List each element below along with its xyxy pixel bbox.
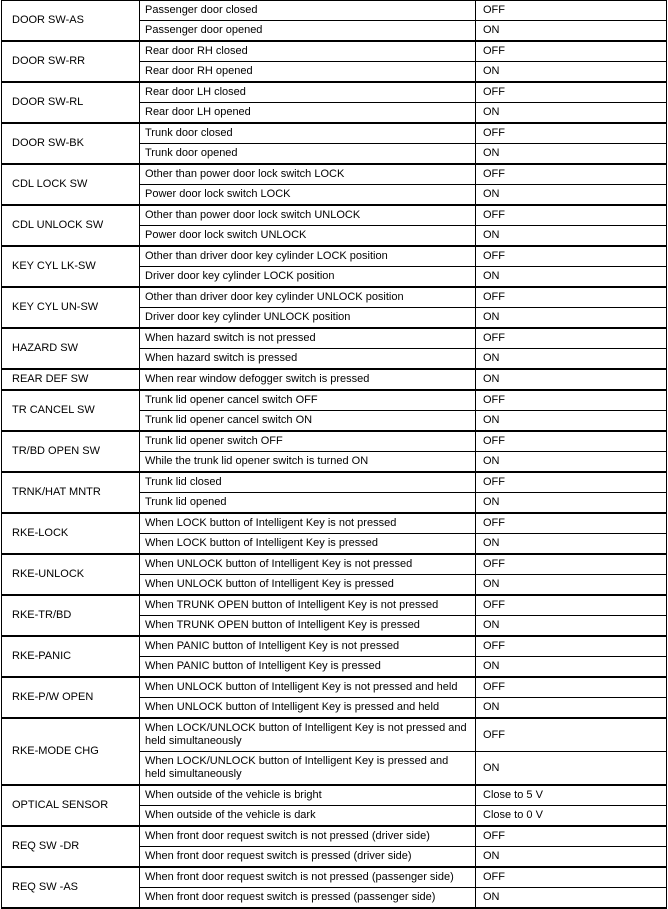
table-row: [2, 677, 667, 698]
table-row: [2, 718, 667, 752]
condition-cell: When front door request switch is not pressed (driver side): [140, 826, 476, 847]
condition-cell: Trunk door closed: [140, 123, 476, 144]
condition-cell: Trunk lid closed: [140, 472, 476, 493]
table-row: [2, 41, 667, 62]
value-cell: OFF: [476, 328, 667, 349]
condition-cell: Other than driver door key cylinder LOCK position: [140, 246, 476, 267]
table-row: [2, 431, 667, 452]
value-cell: ON: [476, 616, 667, 637]
condition-cell: Rear door RH closed: [140, 41, 476, 62]
condition-cell: Passenger door opened: [140, 21, 476, 42]
table-row: [2, 164, 667, 185]
value-cell: ON: [476, 752, 667, 786]
condition-cell: Driver door key cylinder LOCK position: [140, 267, 476, 288]
table-row: [2, 554, 667, 575]
monitor-item-cell: RKE-TR/BD: [2, 595, 140, 636]
condition-cell: When UNLOCK button of Intelligent Key is not pressed and held: [140, 677, 476, 698]
monitor-item-cell: KEY CYL LK-SW: [2, 246, 140, 287]
condition-cell: When UNLOCK button of Intelligent Key is pressed: [140, 575, 476, 596]
value-cell: OFF: [476, 554, 667, 575]
value-cell: ON: [476, 847, 667, 868]
condition-cell: When outside of the vehicle is bright: [140, 785, 476, 806]
value-cell: OFF: [476, 513, 667, 534]
condition-cell: When rear window defogger switch is pressed: [140, 369, 476, 390]
value-cell: Close to 5 V: [476, 785, 667, 806]
condition-cell: When UNLOCK button of Intelligent Key is pressed and held: [140, 698, 476, 719]
condition-cell: While the trunk lid opener switch is turned ON: [140, 452, 476, 473]
value-cell: OFF: [476, 431, 667, 452]
value-cell: ON: [476, 411, 667, 432]
condition-cell: Rear door LH closed: [140, 82, 476, 103]
table-row: [2, 328, 667, 349]
condition-cell: When front door request switch is pressed (passenger side): [140, 888, 476, 909]
monitor-item-cell: RKE-P/W OPEN: [2, 677, 140, 718]
condition-cell: When hazard switch is pressed: [140, 349, 476, 370]
table-row: [2, 472, 667, 493]
condition-cell: Trunk lid opener switch OFF: [140, 431, 476, 452]
value-cell: OFF: [476, 164, 667, 185]
table-row: [2, 636, 667, 657]
value-cell: ON: [476, 493, 667, 514]
value-cell: ON: [476, 452, 667, 473]
monitor-item-cell: DOOR SW-RR: [2, 41, 140, 82]
monitor-item-cell: TRNK/HAT MNTR: [2, 472, 140, 513]
table-row: [2, 390, 667, 411]
monitor-item-cell: DOOR SW-RL: [2, 82, 140, 123]
condition-cell: When front door request switch is not pressed (passenger side): [140, 867, 476, 888]
condition-cell: When UNLOCK button of Intelligent Key is not pressed: [140, 554, 476, 575]
value-cell: OFF: [476, 246, 667, 267]
condition-cell: When LOCK button of Intelligent Key is not pressed: [140, 513, 476, 534]
condition-cell: When PANIC button of Intelligent Key is not pressed: [140, 636, 476, 657]
value-cell: ON: [476, 62, 667, 83]
table-row: [2, 785, 667, 806]
value-cell: ON: [476, 575, 667, 596]
condition-cell: When LOCK/UNLOCK button of Intelligent Key is pressed and held simultaneously: [140, 752, 476, 786]
value-cell: ON: [476, 888, 667, 909]
value-cell: OFF: [476, 82, 667, 103]
value-cell: OFF: [476, 205, 667, 226]
monitor-item-cell: CDL LOCK SW: [2, 164, 140, 205]
condition-cell: When LOCK/UNLOCK button of Intelligent Key is not pressed and held simultaneously: [140, 718, 476, 752]
value-cell: OFF: [476, 677, 667, 698]
monitor-item-cell: DOOR SW-AS: [2, 1, 140, 42]
condition-cell: Trunk lid opener cancel switch ON: [140, 411, 476, 432]
value-cell: OFF: [476, 826, 667, 847]
monitor-item-cell: REQ SW -AS: [2, 867, 140, 908]
value-cell: ON: [476, 349, 667, 370]
value-cell: ON: [476, 657, 667, 678]
monitor-item-cell: KEY CYL UN-SW: [2, 287, 140, 328]
monitor-item-cell: RKE-PANIC: [2, 636, 140, 677]
condition-cell: Power door lock switch UNLOCK: [140, 226, 476, 247]
monitor-item-cell: TR/BD OPEN SW: [2, 431, 140, 472]
value-cell: ON: [476, 21, 667, 42]
condition-cell: When TRUNK OPEN button of Intelligent Key is not pressed: [140, 595, 476, 616]
value-cell: OFF: [476, 718, 667, 752]
table-body: [2, 1, 667, 909]
condition-cell: Other than driver door key cylinder UNLOCK position: [140, 287, 476, 308]
table-row: [2, 1, 667, 21]
value-cell: Close to 0 V: [476, 806, 667, 827]
value-cell: OFF: [476, 1, 667, 21]
table-row: [2, 513, 667, 534]
condition-cell: Trunk lid opened: [140, 493, 476, 514]
monitor-item-cell: RKE-MODE CHG: [2, 718, 140, 785]
condition-cell: Rear door RH opened: [140, 62, 476, 83]
condition-cell: Power door lock switch LOCK: [140, 185, 476, 206]
value-cell: OFF: [476, 595, 667, 616]
value-cell: ON: [476, 226, 667, 247]
value-cell: OFF: [476, 41, 667, 62]
condition-cell: Rear door LH opened: [140, 103, 476, 124]
monitor-item-cell: REAR DEF SW: [2, 369, 140, 390]
monitor-item-cell: HAZARD SW: [2, 328, 140, 369]
condition-cell: When PANIC button of Intelligent Key is pressed: [140, 657, 476, 678]
value-cell: OFF: [476, 287, 667, 308]
monitor-item-cell: TR CANCEL SW: [2, 390, 140, 431]
value-cell: OFF: [476, 867, 667, 888]
condition-cell: Trunk lid opener cancel switch OFF: [140, 390, 476, 411]
value-cell: ON: [476, 534, 667, 555]
table-row: [2, 205, 667, 226]
condition-cell: Passenger door closed: [140, 1, 476, 21]
table-row: [2, 595, 667, 616]
table-row: [2, 246, 667, 267]
value-cell: OFF: [476, 123, 667, 144]
condition-cell: When LOCK button of Intelligent Key is pressed: [140, 534, 476, 555]
table-row: [2, 287, 667, 308]
value-cell: OFF: [476, 390, 667, 411]
monitor-item-cell: CDL UNLOCK SW: [2, 205, 140, 246]
condition-cell: Other than power door lock switch UNLOCK: [140, 205, 476, 226]
monitor-item-cell: REQ SW -DR: [2, 826, 140, 867]
value-cell: ON: [476, 103, 667, 124]
table-row: [2, 369, 667, 390]
value-cell: ON: [476, 308, 667, 329]
value-cell: ON: [476, 185, 667, 206]
value-cell: ON: [476, 369, 667, 390]
monitor-item-cell: RKE-UNLOCK: [2, 554, 140, 595]
condition-cell: When front door request switch is pressed (driver side): [140, 847, 476, 868]
condition-cell: When outside of the vehicle is dark: [140, 806, 476, 827]
table-row: [2, 123, 667, 144]
table-row: [2, 867, 667, 888]
monitor-item-cell: RKE-LOCK: [2, 513, 140, 554]
condition-cell: Trunk door opened: [140, 144, 476, 165]
monitor-item-table: [1, 0, 667, 909]
condition-cell: When TRUNK OPEN button of Intelligent Key is pressed: [140, 616, 476, 637]
table-row: [2, 826, 667, 847]
condition-cell: Driver door key cylinder UNLOCK position: [140, 308, 476, 329]
table-row: [2, 82, 667, 103]
value-cell: OFF: [476, 472, 667, 493]
condition-cell: Other than power door lock switch LOCK: [140, 164, 476, 185]
condition-cell: When hazard switch is not pressed: [140, 328, 476, 349]
monitor-item-cell: DOOR SW-BK: [2, 123, 140, 164]
value-cell: ON: [476, 267, 667, 288]
value-cell: ON: [476, 144, 667, 165]
value-cell: ON: [476, 698, 667, 719]
monitor-item-cell: OPTICAL SENSOR: [2, 785, 140, 826]
value-cell: OFF: [476, 636, 667, 657]
